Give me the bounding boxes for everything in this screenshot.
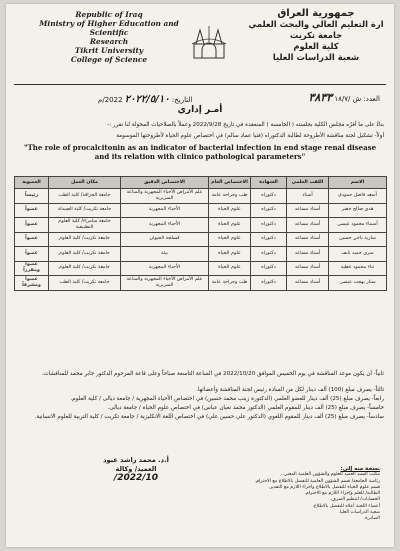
table-row [15, 203, 387, 218]
item-5-paragraph: خامساً- يصرف مبلغ (25) ألف دينار للمقوم العلمي (الدكتور محمد تعيان عباس) في اختصاص علوم الحياة / جامعة ديالى. [107, 405, 384, 411]
cell-membership: عضواً [15, 247, 49, 262]
date-suffix: 2022/م [98, 96, 123, 104]
copy-line: مكتب السيد العميد للعلوم والشؤون العلمية المعني.. [280, 472, 380, 478]
cell-rank: أستاذ [287, 189, 329, 204]
cell-rank: أستاذ مساعد [287, 276, 329, 291]
cell-membership: عضواً ومقرراً [15, 261, 49, 276]
table-row [15, 261, 387, 276]
cell-general: علوم الحياة [209, 203, 251, 218]
cell-name: أسعد فاضل حمودي [329, 189, 387, 204]
document-title: أمـر إداري [177, 105, 223, 115]
signatory-name: أ.د. محمد راشد عبود [103, 456, 169, 464]
header-divider [14, 84, 386, 85]
cell-general: طب وجراحة عامة [209, 276, 251, 291]
copies-list [220, 466, 380, 523]
reference-number [309, 91, 381, 104]
item-3-paragraph: ثالثاً- يصرف مبلغ (100) ألف دينار لكل من السادة رئيس لجنة المناقشة وأعضائها. [196, 387, 384, 393]
letterhead-en-line-2: Ministry of Higher Education and Scientific [39, 19, 179, 37]
cell-workplace: جامعة تكريت/ كلية الطب [49, 276, 121, 291]
cell-specific: فسلجة الحيوان [121, 232, 209, 247]
intro-paragraph: بناءً على ما أقرّه مجلس الكلية بجلسته ( الخامسة ) المنعقدة في تاريخ 2022/9/28 وعملاً بالصلاحيات المخولة لنا تقرر :- [107, 122, 384, 128]
cell-rank: أستاذ مساعد [287, 203, 329, 218]
letterhead-ar-line-2: ارة التعليم العالي والبحث العلمي [248, 19, 384, 29]
cell-degree: دكتوراه [251, 218, 287, 233]
letterhead-ar-line-3: جامعة تكريت [289, 30, 343, 40]
copy-line: الصادرة. [363, 516, 380, 522]
cell-membership: عضواً [15, 232, 49, 247]
signature-date: 2022/10/ [113, 473, 159, 483]
committee-table [14, 176, 387, 291]
reference-code: ش /١٨/٧ [334, 95, 362, 103]
cell-workplace: جامعة سامراء/ كلية العلوم التطبيقية [49, 218, 121, 233]
cell-name: ثناء محمود عطية [329, 261, 387, 276]
copy-line: الطالبة/ للعلم وإجراء اللازم مع الاحترام. [304, 491, 380, 497]
cell-specific: الأحياء المجهرية [121, 218, 209, 233]
issue-date [98, 94, 192, 105]
cell-general: علوم الحياة [209, 232, 251, 247]
cell-rank: أستاذ مساعد [287, 261, 329, 276]
copy-line: شعبة الدراسات العليا. [338, 510, 380, 516]
cell-name: أسماء محمود عيسى [329, 218, 387, 233]
col-header-workplace: مكان العمل [49, 177, 121, 189]
cell-workplace: جامعة تكريت/ كلية العلوم [49, 247, 121, 262]
cell-membership: عضواً [15, 218, 49, 233]
cell-name: ستار بهجت عيسى [329, 276, 387, 291]
col-header-rank: اللقب العلمي [287, 177, 329, 189]
cell-general: علوم الحياة [209, 261, 251, 276]
item-1-paragraph: أولاً- تشكيل لجنة مناقشة الأطروحة لطالبة الدكتوراه (فتيا عماد سالم) في اختصاص علوم الحياة لأطروحتها الموسومة [116, 133, 384, 139]
cell-degree: دكتوراه [251, 203, 287, 218]
letterhead-english [24, 10, 194, 64]
letterhead-en-line-3: Research [89, 37, 129, 46]
signatory-title: العميد/ وكالة [115, 465, 157, 473]
copies-heading: نسخة منه إلى: [340, 466, 380, 472]
date-label: التاريخ: [171, 96, 193, 104]
cell-workplace: جامعة تكريت/ كلية الصيدلة [49, 203, 121, 218]
letterhead-ar-line-1: جمهورية العراق [277, 8, 355, 19]
item-2-paragraph: ثانياً- أن يكون موعد المناقشة في يوم الخميس الموافق 2022/10/20 في الساعة التاسعة صباحاً وعلى قاعة المرحوم الدكتور جابر محمد للمناقشات. [41, 371, 384, 377]
col-header-membership: العضوية [15, 177, 49, 189]
cell-membership: رئيساً [15, 189, 49, 204]
document-page [6, 4, 394, 547]
letterhead-en-line-5: College of Science [70, 55, 148, 64]
letterhead-ar-line-4: كلية العلوم [293, 41, 339, 51]
item-6-paragraph: سادساً- يصرف مبلغ (25) ألف دينار للمقوم اللغوي (الدكتور علي حسين علي) في اختصاص اللغة الانكليزية / جامعة تكريت / كلية التربية للعلوم الانسانية. [34, 414, 384, 420]
cell-degree: دكتوراه [251, 189, 287, 204]
thesis-title-english: "The role of procalcitonin as an indicator of bacterial infection in end stage renal disease and its relation with clinico pathological parameters" [23, 143, 377, 161]
cell-specific: علم الأمراض الأحياء المجهرية والمناعة السريرية [121, 189, 209, 204]
table-row [15, 276, 387, 291]
letterhead-en-line-1: Republic of Iraq [75, 10, 143, 19]
cell-specific: بيئة [121, 247, 209, 262]
cell-name: هدى صالح خضر [329, 203, 387, 218]
letterhead-en-line-4: Tikrit University [74, 46, 144, 55]
table-row [15, 232, 387, 247]
cell-membership: عضواً [15, 203, 49, 218]
col-header-degree: الشهادة [251, 177, 287, 189]
table-row [15, 218, 387, 233]
col-header-name: الاسم [329, 177, 387, 189]
cell-workplace: جامعة تكريت/ كلية العلوم [49, 261, 121, 276]
cell-name: سرى حميد نايف [329, 247, 387, 262]
cell-degree: دكتوراه [251, 276, 287, 291]
item-4-paragraph: رابعاً- يصرف مبلغ (25) ألف دينار للعضو العلمي (الدكتورة زينب محمد حسين) في اختصاص الأحياء المجهرية / جامعة ديالى / كلية العلوم. [70, 396, 384, 402]
copy-line: الحسابات/ لتنظيم الصرف. [329, 497, 380, 503]
cell-workplace: جامعة الحرافة/ كلية الطب [49, 189, 121, 204]
cell-specific: الأحياء المجهرية [121, 261, 209, 276]
copy-line: أعضاء اللجنة أعلاه للتفضل بالاطلاع. [312, 503, 380, 509]
reference-handwritten-number: ٣٨٣٣ [308, 91, 333, 104]
university-logo-icon [188, 20, 230, 62]
cell-specific: علم الأمراض الأحياء المجهرية والمناعة السريرية [121, 276, 209, 291]
letterhead-ar-line-5: شعبة الدراسات العليا [272, 52, 360, 62]
cell-specific: الأحياء المجهرية [121, 203, 209, 218]
cell-rank: أستاذ مساعد [287, 232, 329, 247]
cell-workplace: جامعة تكريت/ كلية العلوم [49, 232, 121, 247]
cell-name: سارية ناجي حسين [329, 232, 387, 247]
date-handwritten: ٢٠٢٢/٥/١٠ [124, 94, 170, 105]
table-row [15, 247, 387, 262]
table-header-row [15, 177, 387, 189]
copy-line: رئاسة الجامعة/ قسم الشؤون العلمية للتفضل بالاطلاع مع الاحترام. [254, 478, 380, 484]
cell-membership: عضواً ومشرفاً [15, 276, 49, 291]
cell-rank: أستاذ مساعد [287, 247, 329, 262]
signature-block [66, 456, 206, 483]
cell-degree: دكتوراه [251, 232, 287, 247]
letterhead-arabic [246, 8, 386, 63]
copy-line: قسم علوم الحياة للتفضل بالاطلاع واجراء اللازم مع التقدير. [268, 484, 380, 490]
table-row [15, 189, 387, 204]
col-header-specific-specialty: الاختصاص الدقيق [121, 177, 209, 189]
cell-degree: دكتوراه [251, 261, 287, 276]
cell-general: علوم الحياة [209, 218, 251, 233]
cell-general: علوم الحياة [209, 247, 251, 262]
cell-general: طب وجراحة عامة [209, 189, 251, 204]
reference-label: العدد: [363, 95, 380, 103]
col-header-general-specialty: الاختصاص العام [209, 177, 251, 189]
cell-degree: دكتوراه [251, 247, 287, 262]
cell-rank: أستاذ مساعد [287, 218, 329, 233]
